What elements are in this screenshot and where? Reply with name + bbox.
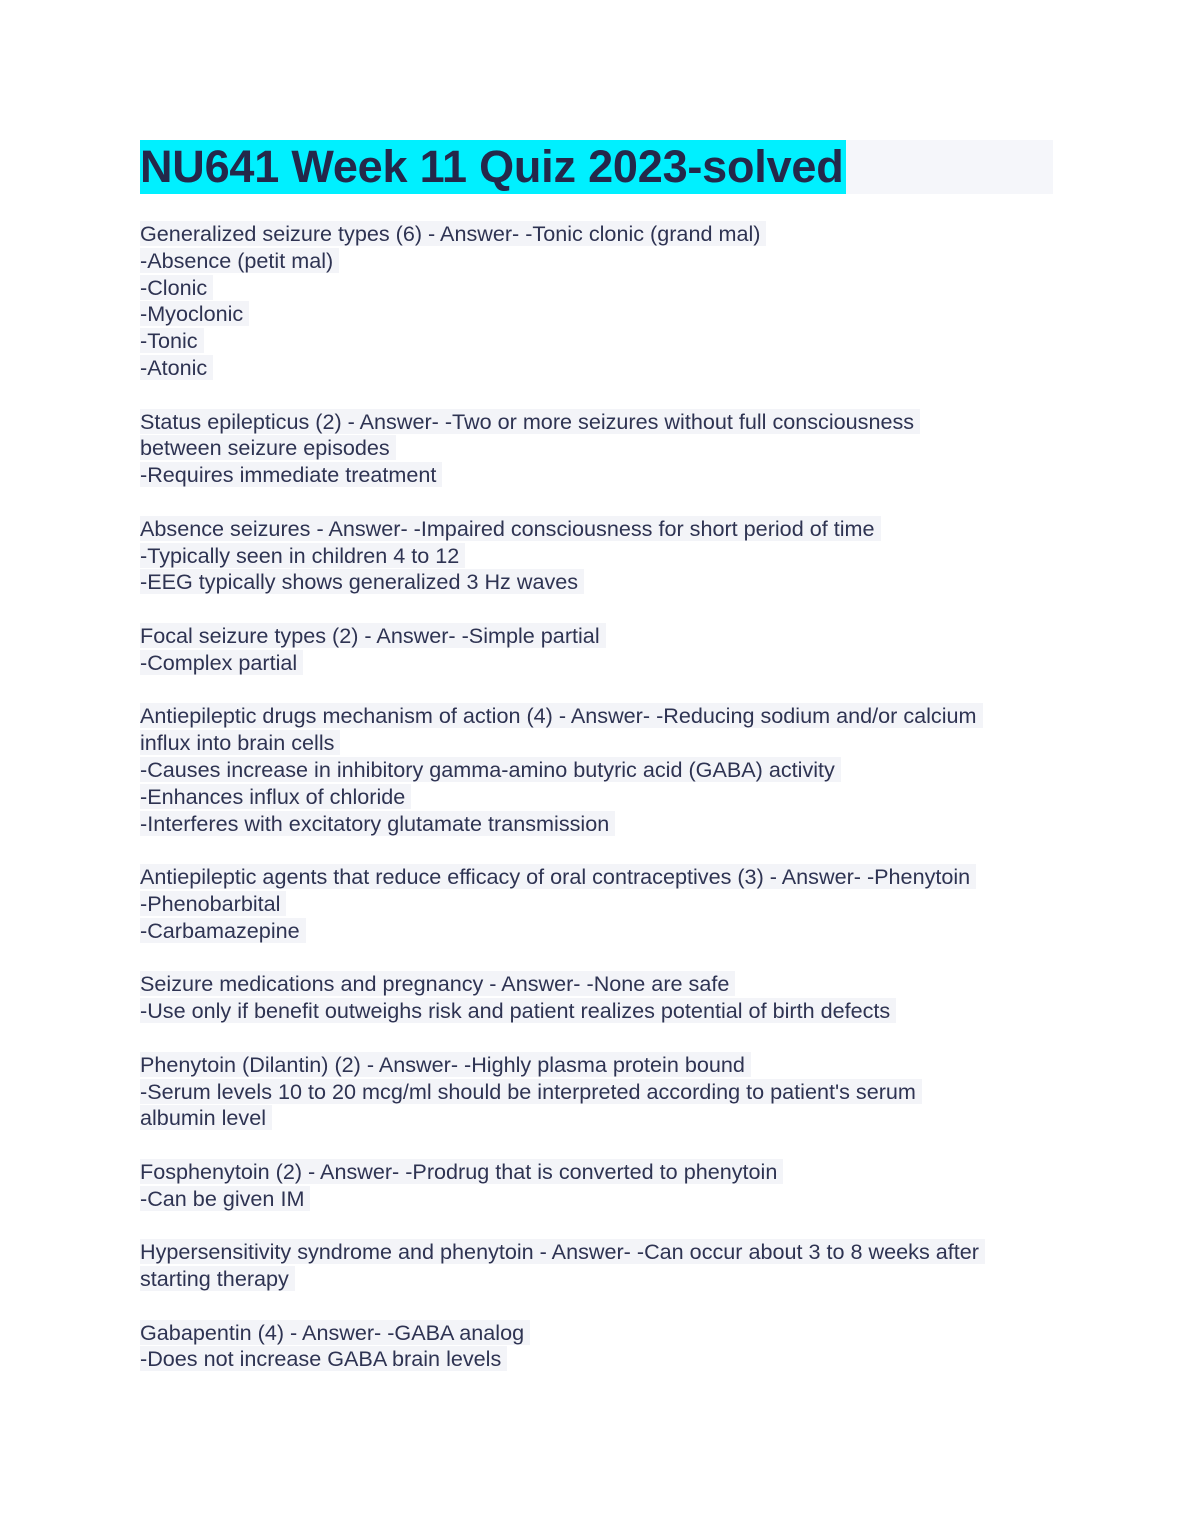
text-line bbox=[140, 569, 1060, 596]
text-line bbox=[140, 328, 1060, 355]
text-line bbox=[140, 543, 1060, 570]
text-line bbox=[140, 891, 1060, 918]
text-line-content: Status epilepticus (2) - Answer- -Two or more seizures without full consciousness bbox=[140, 409, 920, 434]
qa-entry bbox=[140, 1052, 1060, 1132]
text-line bbox=[140, 248, 1060, 275]
text-line-content: Fosphenytoin (2) - Answer- -Prodrug that is converted to phenytoin bbox=[140, 1159, 783, 1184]
text-line-content: -Interferes with excitatory glutamate transmission bbox=[140, 811, 615, 836]
text-line bbox=[140, 730, 1060, 757]
document-content bbox=[140, 221, 1060, 1400]
text-line bbox=[140, 1159, 1060, 1186]
text-line-content: -Absence (petit mal) bbox=[140, 248, 339, 273]
text-line-content: -Serum levels 10 to 20 mcg/ml should be interpreted according to patient's serum bbox=[140, 1079, 922, 1104]
text-line bbox=[140, 650, 1060, 677]
text-line bbox=[140, 1239, 1060, 1266]
text-line bbox=[140, 811, 1060, 838]
page-title: NU641 Week 11 Quiz 2023-solved bbox=[140, 141, 844, 192]
text-line-content: -Use only if benefit outweighs risk and patient realizes potential of birth defects bbox=[140, 998, 896, 1023]
text-line bbox=[140, 355, 1060, 382]
qa-entry bbox=[140, 703, 1060, 837]
text-line bbox=[140, 409, 1060, 436]
text-line-content: -Causes increase in inhibitory gamma-amino butyric acid (GABA) activity bbox=[140, 757, 841, 782]
text-line-content: Absence seizures - Answer- -Impaired consciousness for short period of time bbox=[140, 516, 881, 541]
text-line bbox=[140, 1320, 1060, 1347]
text-line-content: -Atonic bbox=[140, 355, 213, 380]
text-line bbox=[140, 301, 1060, 328]
text-line-content: -Carbamazepine bbox=[140, 918, 306, 943]
qa-entry bbox=[140, 1320, 1060, 1374]
text-line-content: -Can be given IM bbox=[140, 1186, 310, 1211]
text-line bbox=[140, 516, 1060, 543]
text-line bbox=[140, 275, 1060, 302]
qa-entry bbox=[140, 1159, 1060, 1213]
text-line bbox=[140, 1079, 1060, 1106]
text-line-content: Focal seizure types (2) - Answer- -Simple partial bbox=[140, 623, 606, 648]
text-line bbox=[140, 462, 1060, 489]
text-line-content: influx into brain cells bbox=[140, 730, 340, 755]
text-line-content: Phenytoin (Dilantin) (2) - Answer- -Highly plasma protein bound bbox=[140, 1052, 751, 1077]
text-line bbox=[140, 1346, 1060, 1373]
text-line-content: Generalized seizure types (6) - Answer- -Tonic clonic (grand mal) bbox=[140, 221, 766, 246]
text-line bbox=[140, 1266, 1060, 1293]
qa-entry bbox=[140, 516, 1060, 596]
text-line bbox=[140, 784, 1060, 811]
text-line-content: -Myoclonic bbox=[140, 301, 249, 326]
qa-entry bbox=[140, 971, 1060, 1025]
qa-entry bbox=[140, 221, 1060, 382]
qa-entry bbox=[140, 623, 1060, 677]
text-line-content: Seizure medications and pregnancy - Answer- -None are safe bbox=[140, 971, 735, 996]
text-line bbox=[140, 1186, 1060, 1213]
text-line-content: -Typically seen in children 4 to 12 bbox=[140, 543, 465, 568]
text-line bbox=[140, 435, 1060, 462]
text-line-content: Gabapentin (4) - Answer- -GABA analog bbox=[140, 1320, 530, 1345]
qa-entry bbox=[140, 864, 1060, 944]
text-line bbox=[140, 998, 1060, 1025]
text-line bbox=[140, 623, 1060, 650]
text-line-content: -Enhances influx of chloride bbox=[140, 784, 411, 809]
text-line-content: -Clonic bbox=[140, 275, 213, 300]
text-line-content: -Phenobarbital bbox=[140, 891, 286, 916]
title-bar bbox=[140, 140, 1053, 194]
text-line-content: -EEG typically shows generalized 3 Hz waves bbox=[140, 569, 584, 594]
qa-entry bbox=[140, 409, 1060, 489]
text-line-content: albumin level bbox=[140, 1105, 272, 1130]
text-line-content: Antiepileptic drugs mechanism of action (4) - Answer- -Reducing sodium and/or calcium bbox=[140, 703, 983, 728]
text-line bbox=[140, 757, 1060, 784]
text-line bbox=[140, 703, 1060, 730]
text-line bbox=[140, 971, 1060, 998]
qa-entry bbox=[140, 1239, 1060, 1293]
text-line-content: -Does not increase GABA brain levels bbox=[140, 1346, 507, 1371]
text-line bbox=[140, 1105, 1060, 1132]
text-line bbox=[140, 918, 1060, 945]
text-line-content: -Requires immediate treatment bbox=[140, 462, 442, 487]
text-line bbox=[140, 1052, 1060, 1079]
text-line-content: -Tonic bbox=[140, 328, 204, 353]
text-line bbox=[140, 221, 1060, 248]
text-line-content: Antiepileptic agents that reduce efficacy of oral contraceptives (3) - Answer- -Phenytoin bbox=[140, 864, 976, 889]
text-line bbox=[140, 864, 1060, 891]
text-line-content: -Complex partial bbox=[140, 650, 303, 675]
text-line-content: Hypersensitivity syndrome and phenytoin - Answer- -Can occur about 3 to 8 weeks after bbox=[140, 1239, 985, 1264]
text-line-content: starting therapy bbox=[140, 1266, 295, 1291]
text-line-content: between seizure episodes bbox=[140, 435, 396, 460]
